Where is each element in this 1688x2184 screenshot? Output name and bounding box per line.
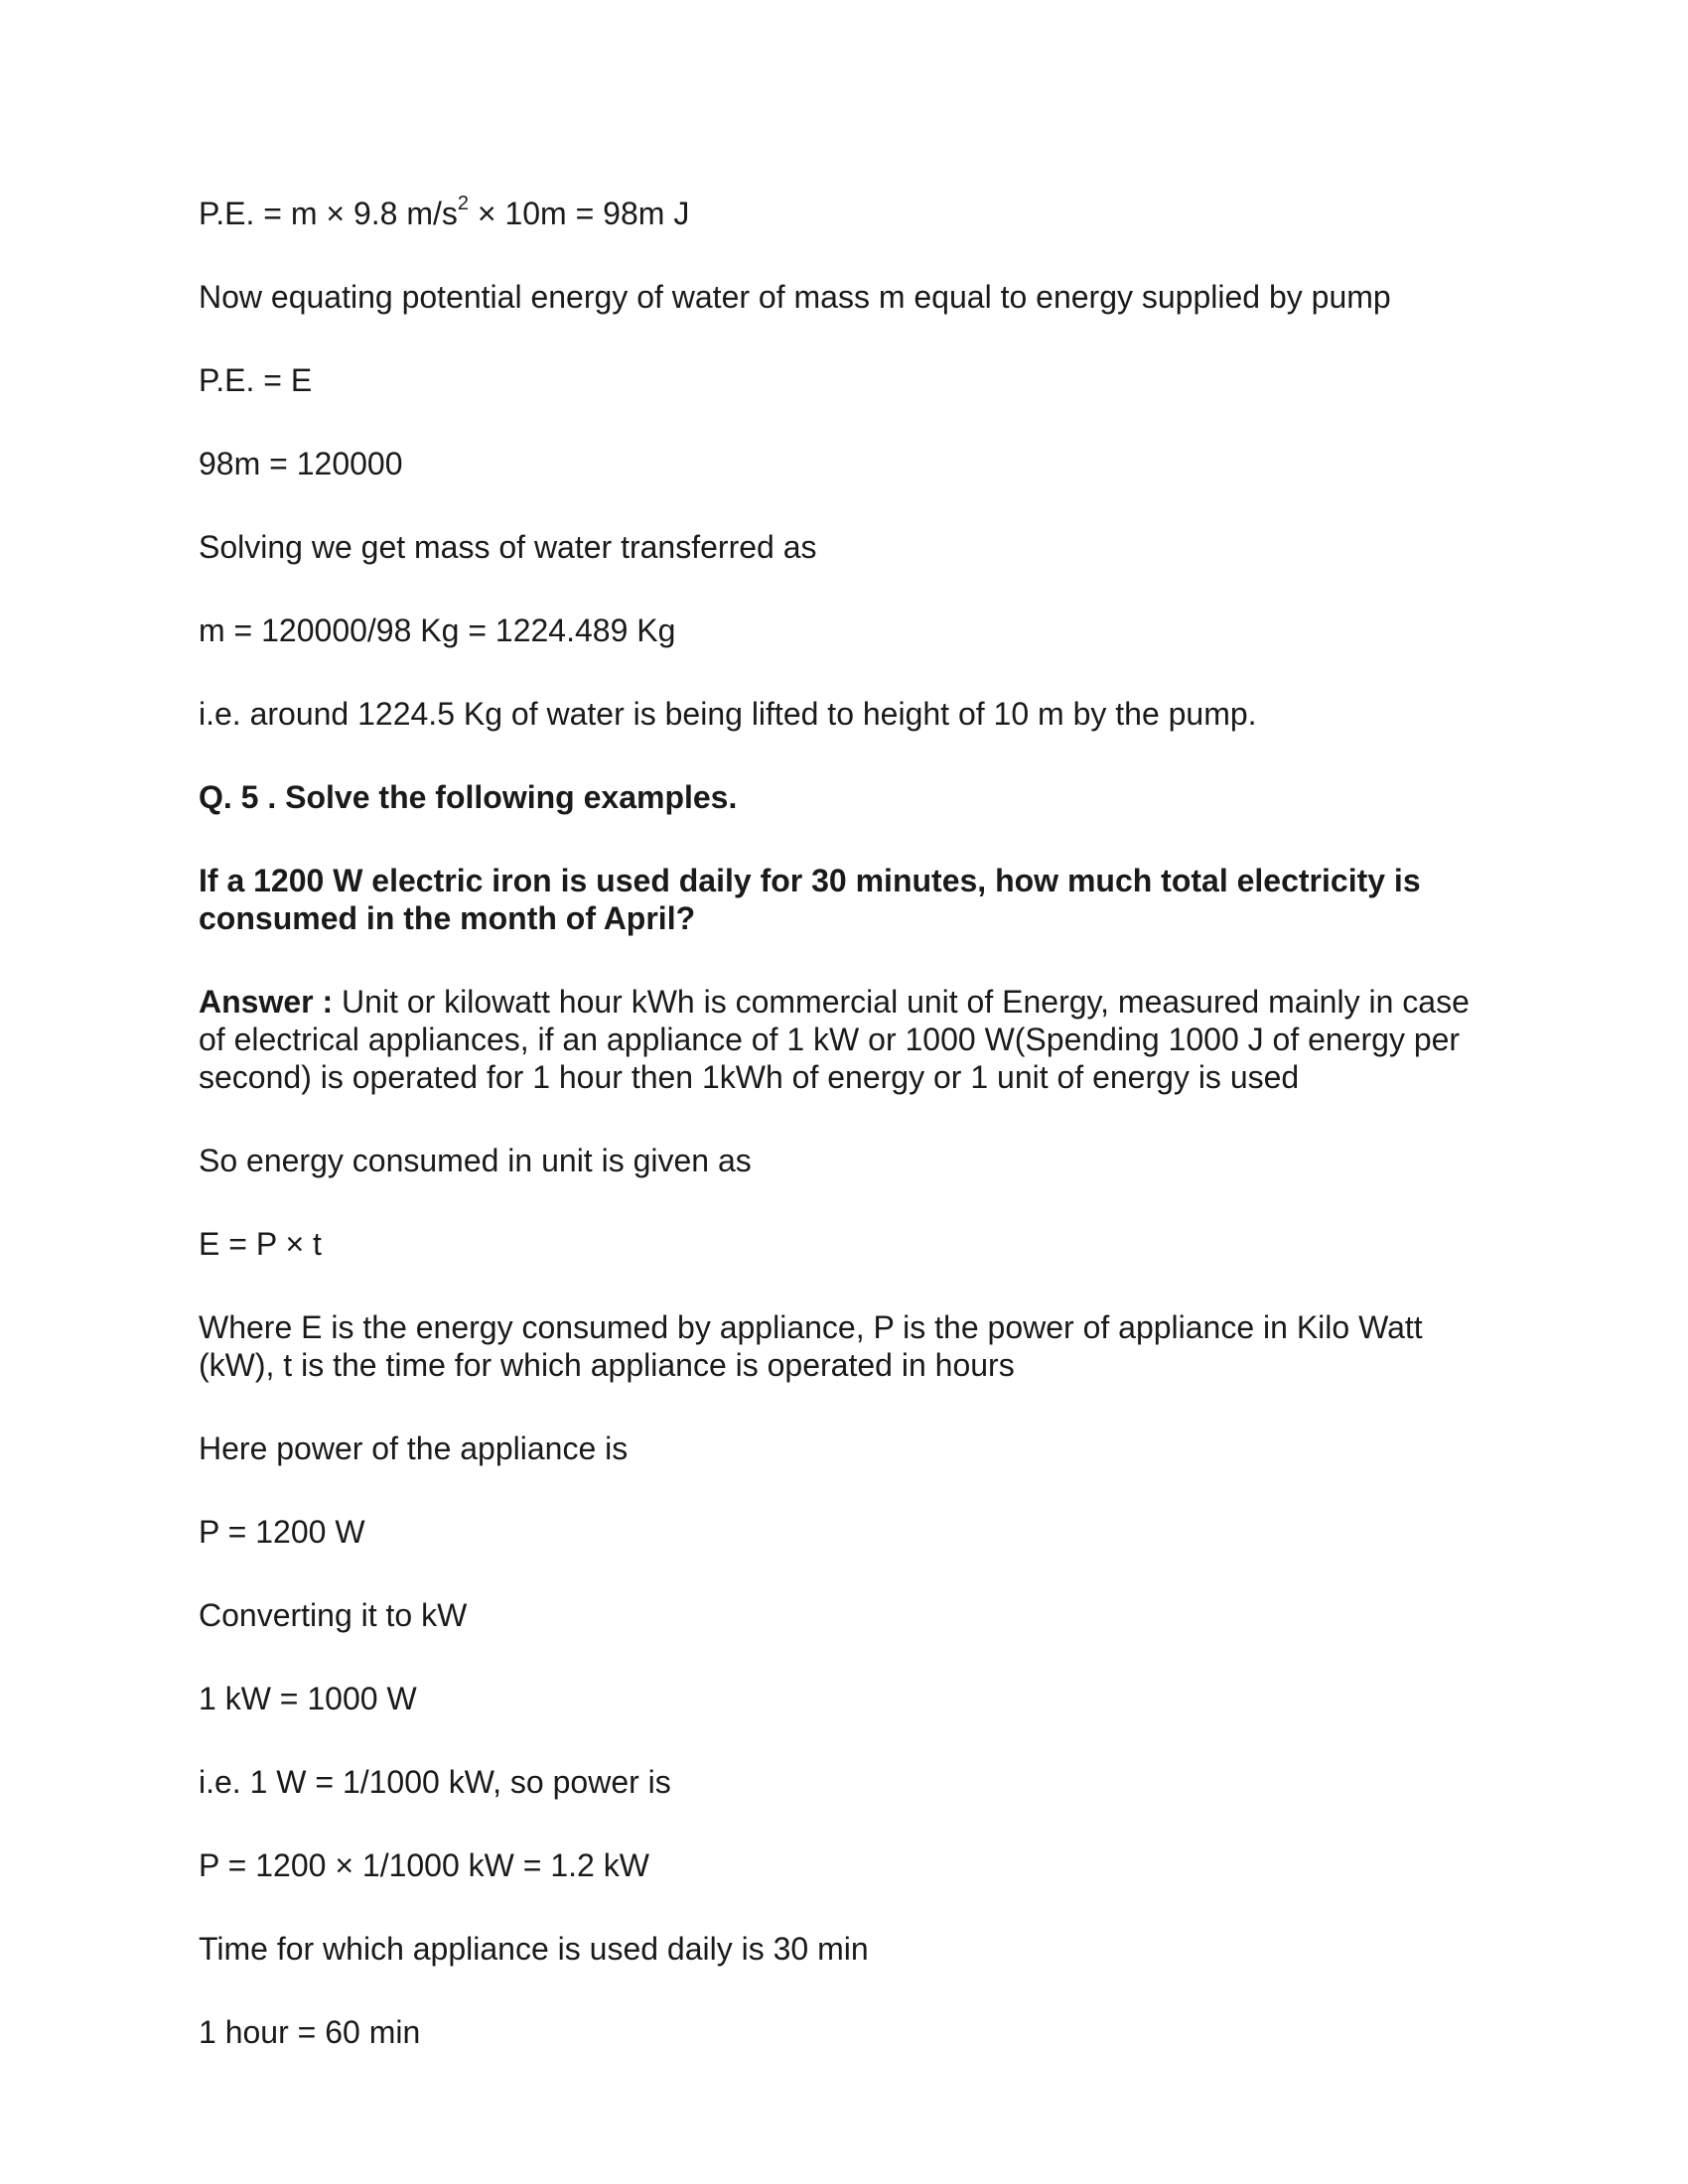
- mass-value-line: m = 120000/98 Kg = 1224.489 Kg: [199, 613, 676, 648]
- where-definition-line: Where E is the energy consumed by appliance, P is the power of appliance in Kilo Watt (kW), t is the time for which appliance is operated in hours: [199, 1309, 1423, 1383]
- power-kw-line: P = 1200 × 1/1000 kW = 1.2 kW: [199, 1847, 649, 1883]
- equating-line: Now equating potential energy of water of mass m equal to energy supplied by pump: [199, 279, 1391, 315]
- answer-paragraph: [199, 983, 1489, 1096]
- answer-label: Answer :: [199, 984, 334, 1020]
- question-heading: Q. 5 . Solve the following examples.: [199, 779, 738, 815]
- document-page: [199, 195, 1489, 2097]
- solving-line: Solving we get mass of water transferred as: [199, 529, 817, 565]
- kw-definition-line: 1 kW = 1000 W: [199, 1681, 417, 1716]
- pe-formula-after: × 10m = 98m J: [468, 196, 690, 231]
- answer-text: Unit or kilowatt hour kWh is commercial unit of Energy, measured mainly in case of electrical appliances, if an appliance of 1 kW or 1000 W(Spending 1000 J of energy per second) is operated for 1 hour then 1kWh of energy or 1 unit of energy is used: [199, 984, 1470, 1095]
- mass-equation-line: 98m = 120000: [199, 446, 403, 481]
- hour-minutes-line: 1 hour = 60 min: [199, 2014, 421, 2050]
- power-watt-line: P = 1200 W: [199, 1514, 365, 1550]
- question-text: If a 1200 W electric iron is used daily for 30 minutes, how much total electricity is consumed in the month of April?: [199, 863, 1421, 936]
- energy-consumed-line: So energy consumed in unit is given as: [199, 1143, 752, 1178]
- pe-equals-e-line: P.E. = E: [199, 362, 313, 398]
- appliance-power-line: Here power of the appliance is: [199, 1431, 629, 1466]
- pe-formula-line: [199, 195, 1489, 232]
- converting-line: Converting it to kW: [199, 1597, 468, 1633]
- energy-formula-line: E = P × t: [199, 1226, 322, 1262]
- mass-conclusion-line: i.e. around 1224.5 Kg of water is being lifted to height of 10 m by the pump.: [199, 696, 1257, 732]
- pe-formula-before: P.E. = m × 9.8 m/s: [199, 196, 458, 231]
- pe-formula-exponent: 2: [457, 193, 469, 215]
- watt-conversion-line: i.e. 1 W = 1/1000 kW, so power is: [199, 1764, 671, 1800]
- daily-time-line: Time for which appliance is used daily is 30 min: [199, 1931, 869, 1967]
